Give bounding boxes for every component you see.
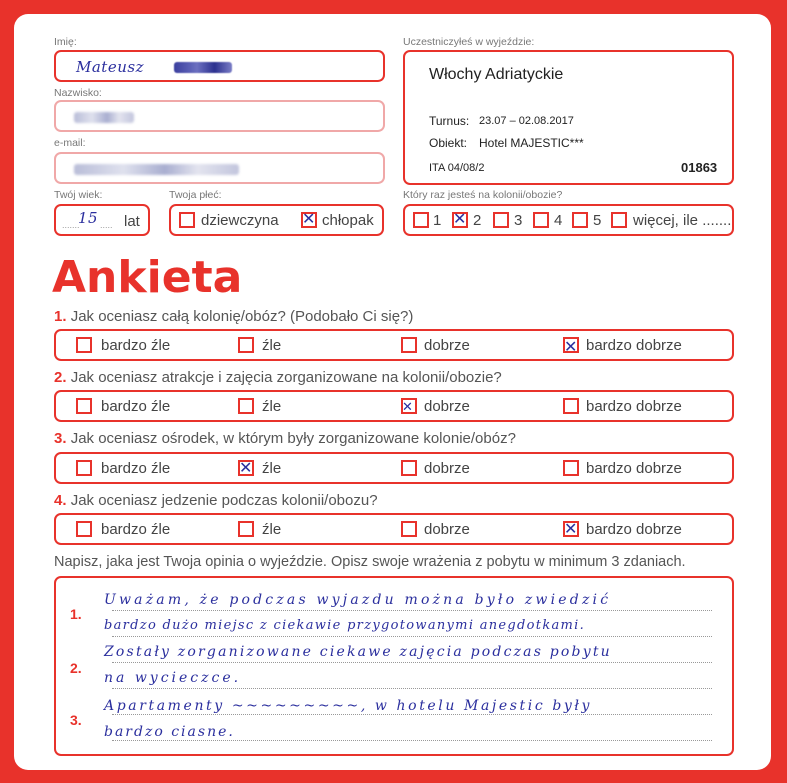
checkbox-times-1[interactable] xyxy=(413,212,429,228)
page-title: Ankieta xyxy=(52,252,243,303)
check-mark-icon: ✕ xyxy=(302,209,316,228)
writing-line xyxy=(112,740,712,741)
name-scribble xyxy=(174,62,232,73)
q1-checkbox-very-bad[interactable] xyxy=(76,337,92,353)
q4-checkbox-good[interactable] xyxy=(401,521,417,537)
times-option-2: 2 xyxy=(473,212,482,229)
q4-checkbox-very-bad[interactable] xyxy=(76,521,92,537)
gender-field xyxy=(169,204,384,236)
checkbox-girl[interactable] xyxy=(179,212,195,228)
q2-checkbox-very-bad[interactable] xyxy=(76,398,92,414)
turnus-value: 23.07 – 02.08.2017 xyxy=(479,115,574,127)
q1-option-very-bad: bardzo źle xyxy=(101,337,171,354)
q3-checkbox-very-bad[interactable] xyxy=(76,460,92,476)
checkbox-times-5[interactable] xyxy=(572,212,588,228)
surname-blurred xyxy=(74,112,134,123)
q1-checkbox-good[interactable] xyxy=(401,337,417,353)
opinion-line-2: bardzo dużo miejsc z ciekawie przygotowanymi anegdotkami. xyxy=(104,618,586,633)
q1-option-good: dobrze xyxy=(424,337,470,354)
email-blurred xyxy=(74,164,239,175)
age-field[interactable] xyxy=(54,204,150,236)
q4-checkbox-bad[interactable] xyxy=(238,521,254,537)
times-option-4: 4 xyxy=(554,212,563,229)
q4-option-bad: źle xyxy=(262,521,282,538)
age-unit: lat xyxy=(124,213,140,230)
times-option-5: 5 xyxy=(593,212,602,229)
check-mark-icon: ✕ xyxy=(564,519,578,538)
name-label: Imię: xyxy=(54,36,77,48)
name-field[interactable] xyxy=(54,50,385,82)
q3-checkbox-very-good[interactable] xyxy=(563,460,579,476)
line-number-2: 2. xyxy=(70,660,82,676)
gender-option-girl: dziewczyna xyxy=(201,212,279,229)
q2-option-very-good: bardzo dobrze xyxy=(586,398,682,415)
opinion-line-1: Uważam, że podczas wyjazdu można było zwiedzić xyxy=(104,592,612,608)
writing-line xyxy=(112,688,712,689)
age-dots-left: ....... xyxy=(62,220,80,230)
trip-number: 01863 xyxy=(681,160,718,175)
trip-destination: Włochy Adriatyckie xyxy=(429,66,564,83)
name-value: Mateusz xyxy=(76,58,144,76)
age-value: 15 xyxy=(78,209,99,227)
writing-line xyxy=(112,610,712,611)
check-mark-icon: ✕ xyxy=(453,209,467,228)
question-2-options xyxy=(54,390,734,422)
checkbox-times-more[interactable] xyxy=(611,212,627,228)
q4-option-good: dobrze xyxy=(424,521,470,538)
q4-option-very-good: bardzo dobrze xyxy=(586,521,682,538)
check-mark-icon: ✕ xyxy=(402,400,413,415)
writing-line xyxy=(112,636,712,637)
question-4-options xyxy=(54,513,734,545)
email-label: e-mail: xyxy=(54,137,86,149)
turnus-label: Turnus: xyxy=(429,114,470,128)
q3-option-very-good: bardzo dobrze xyxy=(586,460,682,477)
checkbox-times-3[interactable] xyxy=(493,212,509,228)
opinion-line-6: bardzo ciasne. xyxy=(104,724,235,740)
q2-checkbox-bad[interactable] xyxy=(238,398,254,414)
obiekt-value: Hotel MAJESTIC*** xyxy=(479,136,584,150)
question-3-options xyxy=(54,452,734,484)
surname-label: Nazwisko: xyxy=(54,87,102,99)
q3-option-bad: źle xyxy=(262,460,282,477)
writing-line xyxy=(112,714,712,715)
times-option-1: 1 xyxy=(433,212,442,229)
opinion-line-5: Apartamenty ~~~~~~~~~, w hotelu Majestic były xyxy=(104,698,593,714)
q4-option-very-bad: bardzo źle xyxy=(101,521,171,538)
age-dots-right: ..... xyxy=(100,220,113,230)
trip-box xyxy=(403,50,734,185)
times-option-3: 3 xyxy=(514,212,523,229)
opinion-line-3: Zostały zorganizowane ciekawe zajęcia podczas pobytu xyxy=(104,644,612,660)
q2-option-good: dobrze xyxy=(424,398,470,415)
trip-label: Uczestniczyłeś w wyjeździe: xyxy=(403,36,535,48)
opinion-box[interactable] xyxy=(54,576,734,756)
q3-option-good: dobrze xyxy=(424,460,470,477)
times-label: Który raz jesteś na kolonii/obozie? xyxy=(403,189,563,201)
times-field xyxy=(403,204,734,236)
question-2: 2. Jak oceniasz atrakcje i zajęcia zorganizowane na kolonii/obozie? xyxy=(54,369,502,386)
age-label: Twój wiek: xyxy=(54,189,103,201)
times-option-more: więcej, ile ....... xyxy=(633,212,732,229)
surname-field[interactable] xyxy=(54,100,385,132)
q1-checkbox-bad[interactable] xyxy=(238,337,254,353)
gender-label: Twoja płeć: xyxy=(169,189,222,201)
q1-option-very-good: bardzo dobrze xyxy=(586,337,682,354)
q2-option-bad: źle xyxy=(262,398,282,415)
survey-sheet xyxy=(14,14,771,770)
question-3: 3. Jak oceniasz ośrodek, w którym były zorganizowane kolonie/obóz? xyxy=(54,430,516,447)
trip-code: ITA 04/08/2 xyxy=(429,162,485,174)
q2-option-very-bad: bardzo źle xyxy=(101,398,171,415)
q1-option-bad: źle xyxy=(262,337,282,354)
checkbox-times-4[interactable] xyxy=(533,212,549,228)
opinion-prompt: Napisz, jaka jest Twoja opinia o wyjeździe. Opisz swoje wrażenia z pobytu w minimum 3 zdaniach. xyxy=(54,554,686,570)
obiekt-label: Obiekt: xyxy=(429,136,468,150)
line-number-3: 3. xyxy=(70,712,82,728)
question-1-options xyxy=(54,329,734,361)
q3-checkbox-good[interactable] xyxy=(401,460,417,476)
opinion-line-4: na wycieczce. xyxy=(104,670,242,686)
email-field[interactable] xyxy=(54,152,385,184)
q2-checkbox-very-good[interactable] xyxy=(563,398,579,414)
question-4: 4. Jak oceniasz jedzenie podczas kolonii/obozu? xyxy=(54,492,378,509)
question-1: 1. Jak oceniasz całą kolonię/obóz? (Podobało Ci się?) xyxy=(54,308,414,325)
check-mark-icon: ✕ xyxy=(564,337,578,356)
writing-line xyxy=(112,662,712,663)
q3-option-very-bad: bardzo źle xyxy=(101,460,171,477)
gender-option-boy: chłopak xyxy=(322,212,374,229)
line-number-1: 1. xyxy=(70,606,82,622)
check-mark-icon: ✕ xyxy=(239,458,253,477)
